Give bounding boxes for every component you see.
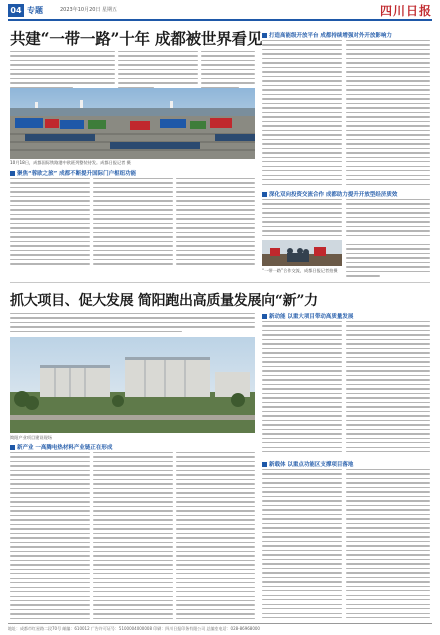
top-story-photo-caption: 10月18日，成都国际铁路港中欧班列整装待发。成都日报记者 摄 <box>10 160 131 165</box>
bottom-story-subhead-1: 新产业 一高腾电热材料产业链正在形成 <box>10 443 112 451</box>
top-story-right-col-d <box>346 199 430 239</box>
top-story-photo <box>10 88 255 159</box>
top-story-title: 共建“一带一路”十年 成都被世界看见 <box>10 29 263 48</box>
subhead-marker-icon <box>262 192 267 197</box>
bottom-story-photo <box>10 337 255 433</box>
newspaper-brand: 四川日报 <box>379 4 432 18</box>
top-story-subhead-4: 聚焦“蓉欧之旅” 成都不断提升国际门户枢纽功能 <box>10 169 136 177</box>
top-story-col-c <box>176 178 255 268</box>
top-story-right-col-e <box>346 244 430 278</box>
top-story-intro <box>10 51 115 89</box>
bottom-story-photo-caption: 简阳产业项目建设现场 <box>10 435 52 440</box>
bottom-story-intro <box>10 313 255 335</box>
footer-info: 地址：成都市红星路二段70号 邮编：610012 广告许可证号：5100004000008 印刷：四川日报印务有限公司 总编室电话：028-86968000 <box>8 626 260 631</box>
top-story-right-col-c <box>262 199 342 239</box>
bottom-story-right-col-c <box>262 469 342 620</box>
bottom-story-col-c <box>176 452 255 620</box>
bottom-story-right-col-b <box>346 321 430 456</box>
top-story-subhead-2: 打造高能级开放平台 成都持续增强对外开放影响力 <box>262 31 392 39</box>
top-story-intro-col3 <box>201 51 255 89</box>
top-story-right-col-b <box>346 40 430 188</box>
footer-rule <box>8 623 432 624</box>
subhead-marker-icon <box>262 462 267 467</box>
issue-date: 2023年10月20日 星期五 <box>60 7 118 13</box>
bottom-story-right-col-a <box>262 321 342 456</box>
bottom-story-title: 抓大项目、促大发展 简阳跑出高质量发展向“新”力 <box>10 293 318 309</box>
bottom-story-subhead-3: 新载体 以重点功能区支撑项目落地 <box>262 460 353 468</box>
top-story-right-col-a <box>262 40 342 188</box>
top-story-subhead-3: 深化双向投资交流合作 成都助力提升开放型经济质效 <box>262 190 397 198</box>
page-number: 04 <box>8 4 24 17</box>
top-story-intro-col2 <box>118 51 198 89</box>
bottom-story-right-col-d <box>346 469 430 620</box>
bottom-story-subhead-2: 新动能 以重大项目带动高质量发展 <box>262 312 353 320</box>
top-story-right-photo <box>262 240 342 266</box>
subhead-marker-icon <box>262 33 267 38</box>
subhead-marker-icon <box>10 445 15 450</box>
header-rule <box>8 19 432 21</box>
section-label: 专题 <box>27 6 43 15</box>
bottom-story-col-b <box>93 452 173 620</box>
subhead-marker-icon <box>262 314 267 319</box>
top-story-col-a <box>10 178 90 268</box>
bottom-story-col-a <box>10 452 90 620</box>
subhead-marker-icon <box>10 171 15 176</box>
top-story-right-photo-caption: “一带一路”合作交流，成都日报记者拍摄 <box>262 268 338 273</box>
top-story-col-b <box>93 178 173 268</box>
story-divider <box>10 282 430 283</box>
